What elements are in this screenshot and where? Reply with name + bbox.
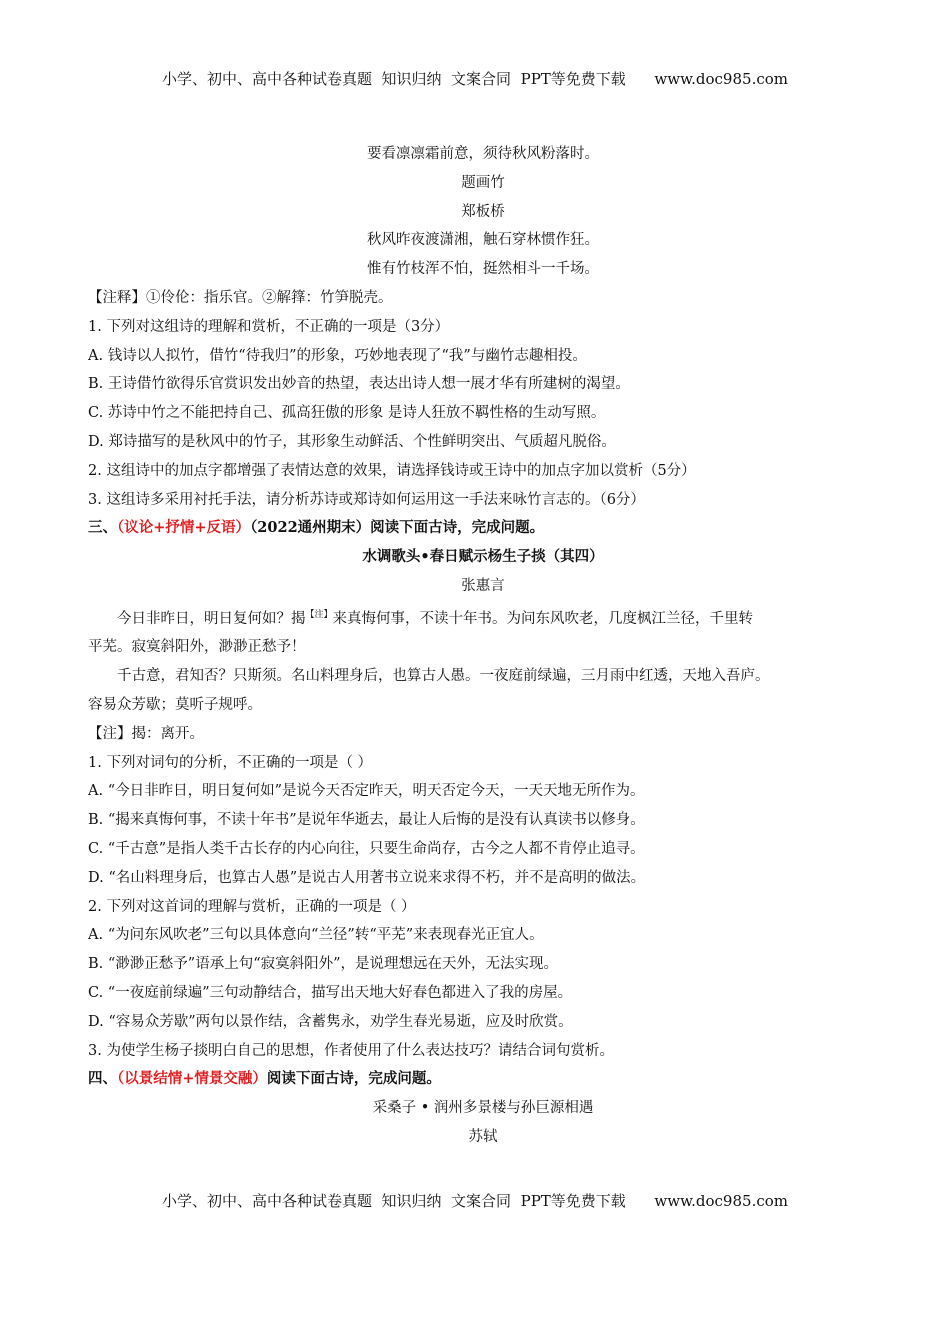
poem-author: 郑板桥 <box>461 203 505 220</box>
option-d: D. 郑诗描写的是秋风中的竹子，其形象生动鲜活、个性鲜明突出、气质超凡脱俗。 <box>88 433 616 450</box>
section-intro: （2022通州期末）阅读下面古诗，完成问题。 <box>250 519 545 537</box>
poem-author: 苏轼 <box>468 1128 498 1145</box>
poem-paragraph: 容易众芳歇；莫听子规呼。 <box>88 696 262 713</box>
question-1: 1. 下列对这组诗的理解和赏析，不正确的一项是（3分） <box>88 318 450 335</box>
poem-line: 惟有竹枝浑不怕，挺然相斗一千场。 <box>367 261 599 278</box>
option-c: C. “一夜庭前绿遍”三句动静结合，描写出天地大好春色都进入了我的房屋。 <box>88 984 573 1001</box>
poem-line: 要看凛凛霜前意，须待秋风粉落时。 <box>367 146 599 162</box>
poem-notes: 【注释】①伶伦：指乐官。②解箨：竹笋脱壳。 <box>88 289 393 306</box>
section-heading <box>88 1065 878 1094</box>
emphasis-char: 不 . <box>237 755 252 771</box>
poem-notes: 【注】揭：离开。 <box>88 725 204 742</box>
poem-paragraph: 千古意，君知否？只斯须。名山料理身后，也算古人愚。一夜庭前绿遍，三月雨中红透，天地入吾庐。 <box>117 668 770 685</box>
poem-text: 来真悔何事，不读十年书。为问东风吹老，几度枫江兰径，千里转 <box>332 610 754 627</box>
note-marker: 【注】 <box>305 609 333 620</box>
option-c: C. “千古意”是指人类千古长存的内心向往，只要生命尚存，古今之人都不肯停止追寻。 <box>88 840 645 857</box>
page-header: 小学、初中、高中各种试卷真题 知识归纳 文案合同 PPT等免费下载 www.doc985.com <box>161 70 788 88</box>
section-number: 四、 <box>88 1070 117 1088</box>
option-d: D. “容易众芳歇”两句以景作结，含蓄隽永，劝学生春光易逝，应及时欣赏。 <box>88 1013 573 1030</box>
option-c: C. 苏诗中竹之不能把持自己、孤高狂傲的形象 是诗人狂放不羁性格的生动写照。 <box>88 405 606 422</box>
question-1 <box>88 749 878 778</box>
poem-title: 水调歌头•春日赋示杨生子掞（其四） <box>362 548 604 566</box>
option-b: B. “渺渺正愁予”语承上句“寂寞斜阳外”，是说理想远在天外，无法实现。 <box>88 956 559 973</box>
poem-paragraph <box>88 601 878 634</box>
poem-title: 题画竹 <box>461 174 505 191</box>
question-2: 2. 下列对这首词的理解与赏析，正确的一项是（ ） <box>88 898 416 915</box>
section-number: 三、 <box>88 519 117 537</box>
option-a: A. 钱诗以人拟竹，借竹“待我归”的形象，巧妙地表现了“我”与幽竹志趣相投。 <box>88 347 587 364</box>
document-body <box>88 140 878 1152</box>
poem-line: 秋风昨夜渡潇湘，触石穿林惯作狂。 <box>367 232 599 249</box>
question-3: 3. 这组诗多采用衬托手法，请分析苏诗或郑诗如何运用这一手法来咏竹言志的。（6分） <box>88 491 645 508</box>
section-tag: （以景结情+情景交融） <box>117 1070 267 1088</box>
question-text: 的一项是（ ） <box>280 754 373 771</box>
question-text: 1. 下列对词句的分析， <box>88 754 237 771</box>
question-2: 2. 这组诗中的加点字都增强了表情达意的效果，请选择钱诗或王诗中的加点字加以赏析（5分） <box>88 462 696 479</box>
option-b: B. 王诗借竹欲得乐官赏识发出妙音的热望，表达出诗人想一展才华有所建树的渴望。 <box>88 376 630 393</box>
section-intro: 阅读下面古诗，完成问题。 <box>266 1070 441 1088</box>
option-a: A. “为问东风吹老”三句以具体意向“兰径”转“平芜”来表现春光正宜人。 <box>88 927 544 944</box>
question-3: 3. 为使学生杨子掞明白自己的思想，作者使用了什么表达技巧？请结合词句赏析。 <box>88 1042 614 1059</box>
section-heading <box>88 514 878 543</box>
emphasis-char: 正 . <box>251 755 266 771</box>
page-footer: 小学、初中、高中各种试卷真题 知识归纳 文案合同 PPT等免费下载 www.doc985.com <box>161 1192 788 1210</box>
emphasis-char: 确 . <box>266 755 281 771</box>
poem-author: 张惠言 <box>461 577 505 594</box>
option-a: A. “今日非昨日，明日复何如”是说今天否定昨天，明天否定今天，一天天地无所作为。 <box>88 783 645 800</box>
option-d: D. “名山料理身后，也算古人愚”是说古人用著书立说来求得不朽，并不是高明的做法。 <box>88 869 646 886</box>
poem-paragraph: 平芜。寂寞斜阳外，渺渺正愁予！ <box>88 639 306 656</box>
poem-title: 采桑子 • 润州多景楼与孙巨源相遇 <box>372 1100 594 1117</box>
poem-text: 今日非昨日，明日复何如？揭 <box>117 610 306 627</box>
section-tag: （议论+抒情+反语） <box>117 519 251 537</box>
option-b: B. “揭来真悔何事，不读十年书”是说年华逝去，最让人后悔的是没有认真读书以修身。 <box>88 812 645 829</box>
